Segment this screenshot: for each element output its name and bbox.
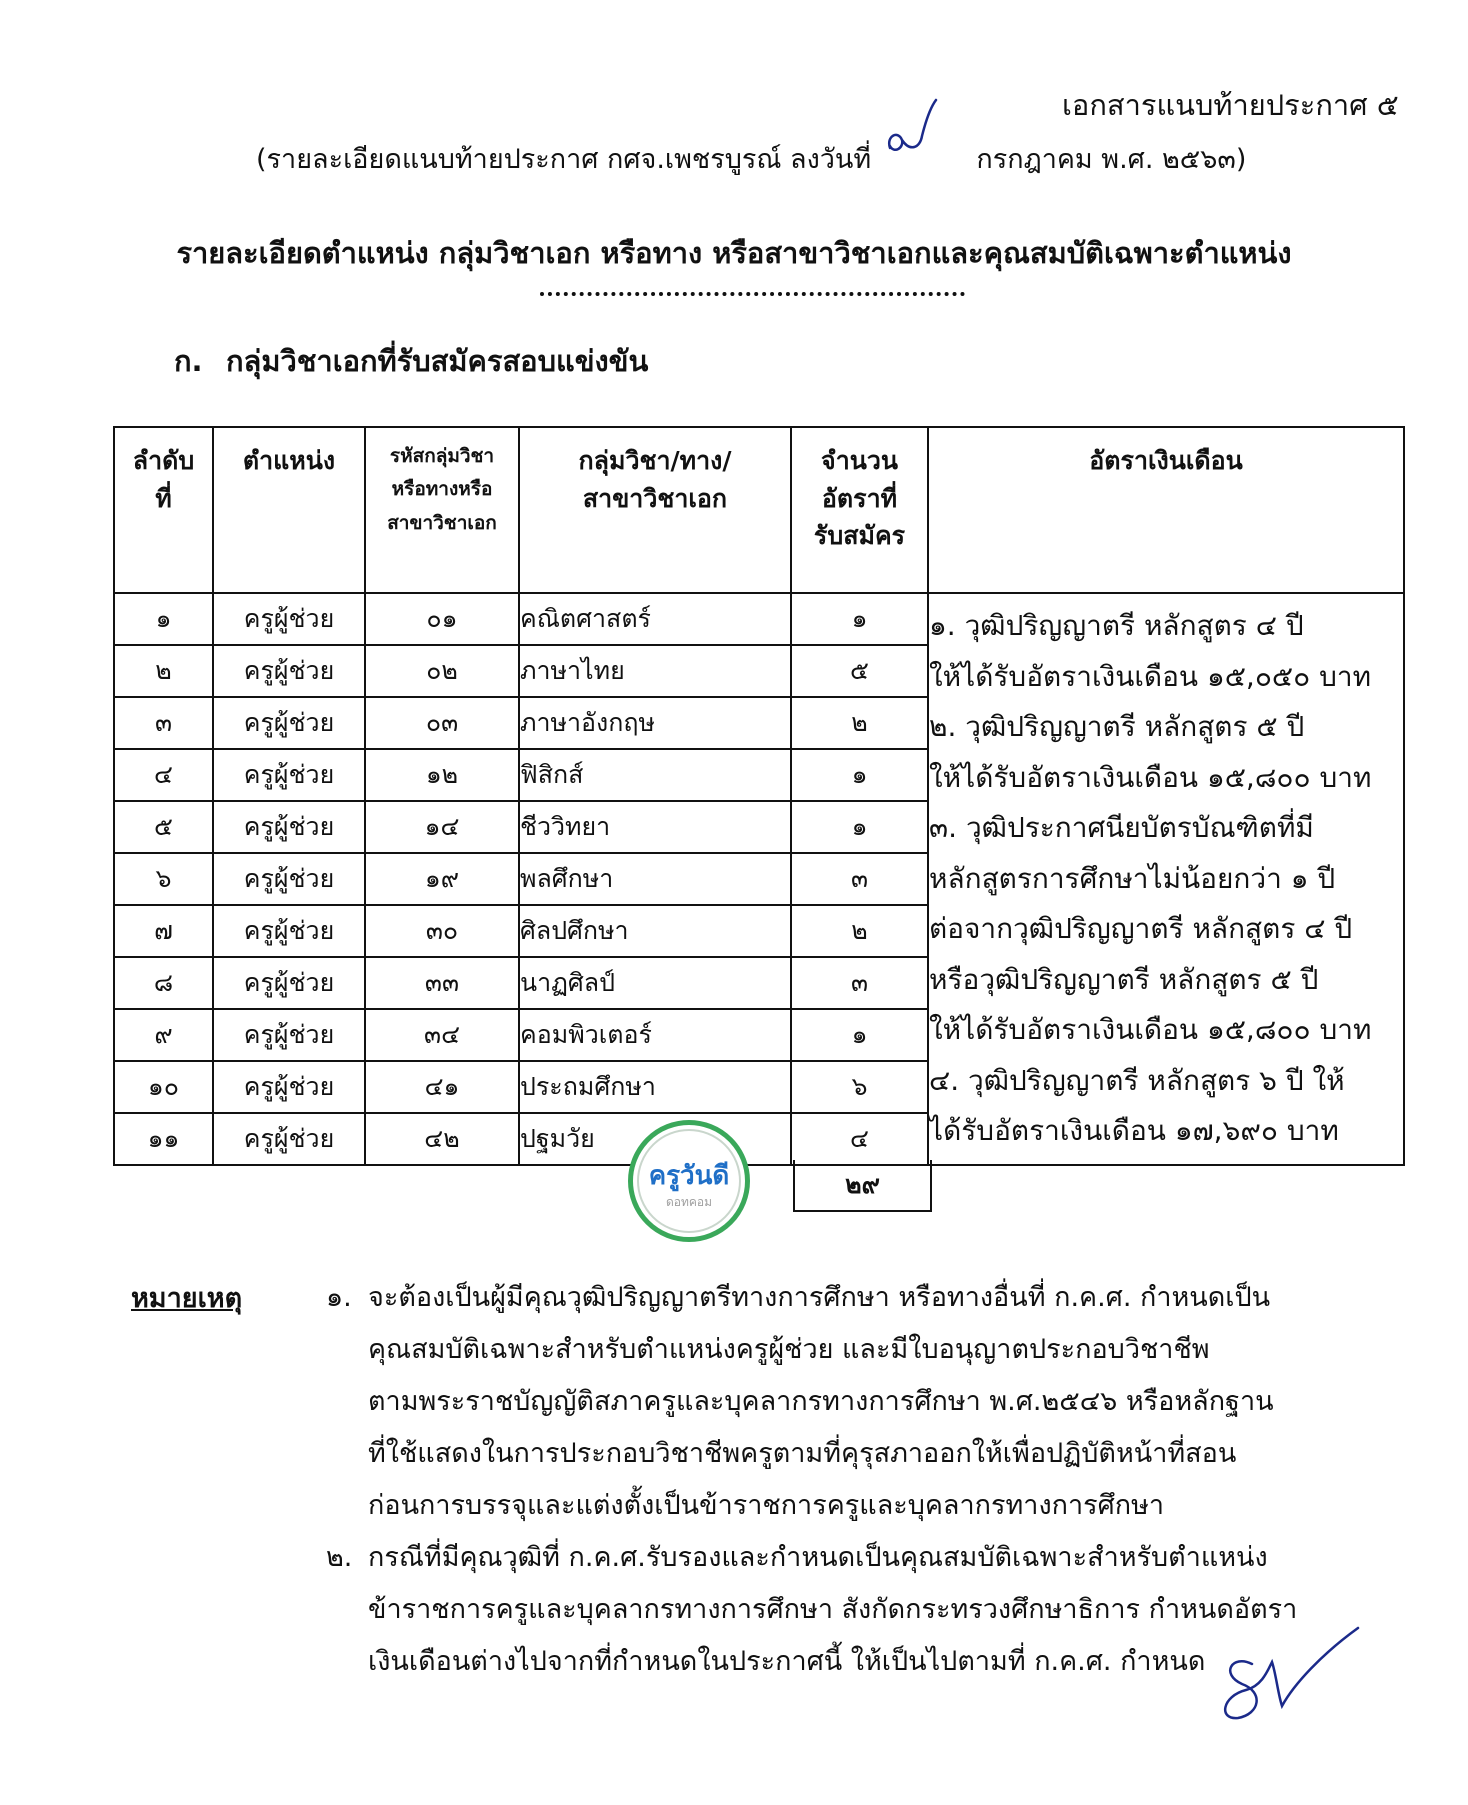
salary-line: ๑. วุฒิปริญญาตรี หลักสูตร ๔ ปี [929,609,1304,643]
note-line: เงินเดือนต่างไปจากที่กำหนดในประกาศนี้ ให้เป็นไปตามที่ ก.ค.ศ. กำหนด [368,1646,1206,1677]
dotted-divider [540,292,965,296]
cell-code: ๑๒ [365,749,519,801]
cell-count: ๕ [791,645,928,697]
cell-subject: ปฐมวัย [519,1113,791,1165]
cell-count: ๔ [791,1113,928,1165]
col-header-salary: อัตราเงินเดือน [928,427,1404,593]
cell-count: ๑ [791,749,928,801]
table-header-row [114,427,1404,593]
notes-list [326,1272,1326,1688]
table-row [114,593,1404,645]
logo-subtext: ดอทคอม [665,1195,713,1209]
col-header-subject: กลุ่มวิชา/ทาง/ สาขาวิชาเอก [519,427,791,593]
cell-subject: ภาษาอังกฤษ [519,697,791,749]
cell-position: ครูผู้ช่วย [213,853,365,905]
salary-line: ให้ได้รับอัตราเงินเดือน ๑๕,๘๐๐ บาท [929,1013,1372,1047]
cell-count: ๑ [791,801,928,853]
cell-count: ๑ [791,593,928,645]
cell-subject: ศิลปศึกษา [519,905,791,957]
total-count: ๒๙ [793,1160,932,1212]
cell-order: ๓ [114,697,213,749]
col-header-order: ลำดับ ที่ [114,427,213,593]
cell-position: ครูผู้ช่วย [213,749,365,801]
note-line: ข้าราชการครูและบุคลากรทางการศึกษา สังกัดกระทรวงศึกษาธิการ กำหนดอัตรา [368,1594,1298,1625]
cell-code: ๓๐ [365,905,519,957]
cell-order: ๕ [114,801,213,853]
col-header-count: จำนวน อัตราที่ รับสมัคร [791,427,928,593]
note-item [326,1532,1326,1688]
cell-order: ๗ [114,905,213,957]
detail-prefix: (รายละเอียดแนบท้ายประกาศ กศจ.เพชรบูรณ์ ลงวันที่ [256,144,872,175]
cell-count: ๖ [791,1061,928,1113]
section-number: ก. [174,344,203,378]
detail-suffix: กรกฎาคม พ.ศ. ๒๕๖๓) [976,144,1247,175]
cell-subject: ประถมศึกษา [519,1061,791,1113]
watermark-logo [628,1120,750,1242]
cell-code: ๐๓ [365,697,519,749]
cell-code: ๓๓ [365,957,519,1009]
cell-code: ๔๒ [365,1113,519,1165]
note-number: ๑. [326,1282,352,1313]
cell-position: ครูผู้ช่วย [213,1009,365,1061]
note-number: ๒. [326,1542,353,1573]
cell-subject: พลศึกษา [519,853,791,905]
handwritten-date [876,96,946,166]
cell-order: ๑๑ [114,1113,213,1165]
cell-order: ๔ [114,749,213,801]
cell-subject: คณิตศาสตร์ [519,593,791,645]
handwritten-signature [1212,1614,1362,1744]
cell-salary-details [928,593,1404,1165]
cell-position: ครูผู้ช่วย [213,1061,365,1113]
salary-line: ๔. วุฒิปริญญาตรี หลักสูตร ๖ ปี ให้ [929,1063,1345,1097]
note-line: ที่ใช้แสดงในการประกอบวิชาชีพครูตามที่คุรุสภาออกให้เพื่อปฏิบัติหน้าที่สอน [368,1438,1237,1469]
cell-count: ๓ [791,853,928,905]
note-item [326,1272,1326,1532]
col-header-position: ตำแหน่ง [213,427,365,593]
col-header-code: รหัสกลุ่มวิชา หรือทางหรือ สาขาวิชาเอก [365,427,519,593]
note-line: ตามพระราชบัญญัติสภาครูและบุคลากรทางการศึกษา พ.ศ.๒๕๔๖ หรือหลักฐาน [368,1386,1274,1417]
cell-order: ๘ [114,957,213,1009]
cell-subject: คอมพิวเตอร์ [519,1009,791,1061]
cell-position: ครูผู้ช่วย [213,905,365,957]
cell-count: ๓ [791,957,928,1009]
cell-order: ๑๐ [114,1061,213,1113]
note-line: กรณีที่มีคุณวุฒิที่ ก.ค.ศ.รับรองและกำหนดเป็นคุณสมบัติเฉพาะสำหรับตำแหน่ง [368,1542,1268,1573]
notes-heading: หมายเหตุ [131,1283,243,1314]
cell-code: ๐๑ [365,593,519,645]
salary-line: ให้ได้รับอัตราเงินเดือน ๑๕,๘๐๐ บาท [929,760,1372,794]
cell-code: ๓๔ [365,1009,519,1061]
section-heading [174,338,648,384]
salary-line: หรือวุฒิปริญญาตรี หลักสูตร ๕ ปี [929,962,1319,996]
cell-code: ๐๒ [365,645,519,697]
salary-line: ๓. วุฒิประกาศนียบัตรบัณฑิตที่มี [929,811,1314,845]
cell-code: ๑๔ [365,801,519,853]
cell-position: ครูผู้ช่วย [213,957,365,1009]
cell-subject: ภาษาไทย [519,645,791,697]
note-line: คุณสมบัติเฉพาะสำหรับตำแหน่งครูผู้ช่วย และมีใบอนุญาตประกอบวิชาชีพ [368,1334,1210,1365]
cell-order: ๖ [114,853,213,905]
cell-position: ครูผู้ช่วย [213,801,365,853]
salary-line: ต่อจากวุฒิปริญญาตรี หลักสูตร ๔ ปี [929,912,1353,946]
cell-count: ๒ [791,697,928,749]
cell-code: ๔๑ [365,1061,519,1113]
announcement-detail-line [256,137,1246,180]
document-title: รายละเอียดตำแหน่ง กลุ่มวิชาเอก หรือทาง หรือสาขาวิชาเอกและคุณสมบัติเฉพาะตำแหน่ง [176,236,1292,270]
logo-brand: ครูวันดี [648,1161,730,1191]
cell-subject: ฟิสิกส์ [519,749,791,801]
cell-position: ครูผู้ช่วย [213,1113,365,1165]
positions-table [113,426,1405,1166]
cell-position: ครูผู้ช่วย [213,645,365,697]
cell-position: ครูผู้ช่วย [213,697,365,749]
cell-code: ๑๙ [365,853,519,905]
salary-line: หลักสูตรการศึกษาไม่น้อยกว่า ๑ ปี [929,861,1336,895]
salary-line: ให้ได้รับอัตราเงินเดือน ๑๕,๐๕๐ บาท [929,659,1372,693]
cell-count: ๑ [791,1009,928,1061]
attachment-label: เอกสารแนบท้ายประกาศ ๕ [1062,88,1399,122]
salary-line: ๒. วุฒิปริญญาตรี หลักสูตร ๕ ปี [929,710,1305,744]
note-line: จะต้องเป็นผู้มีคุณวุฒิปริญญาตรีทางการศึกษา หรือทางอื่นที่ ก.ค.ศ. กำหนดเป็น [368,1282,1271,1313]
cell-order: ๙ [114,1009,213,1061]
cell-order: ๑ [114,593,213,645]
note-line: ก่อนการบรรจุและแต่งตั้งเป็นข้าราชการครูและบุคลากรทางการศึกษา [368,1490,1165,1521]
cell-subject: ชีววิทยา [519,801,791,853]
section-title: กลุ่มวิชาเอกที่รับสมัครสอบแข่งขัน [226,344,649,378]
cell-count: ๒ [791,905,928,957]
cell-order: ๒ [114,645,213,697]
cell-subject: นาฏศิลป์ [519,957,791,1009]
cell-position: ครูผู้ช่วย [213,593,365,645]
salary-line: ได้รับอัตราเงินเดือน ๑๗,๖๙๐ บาท [929,1114,1339,1148]
